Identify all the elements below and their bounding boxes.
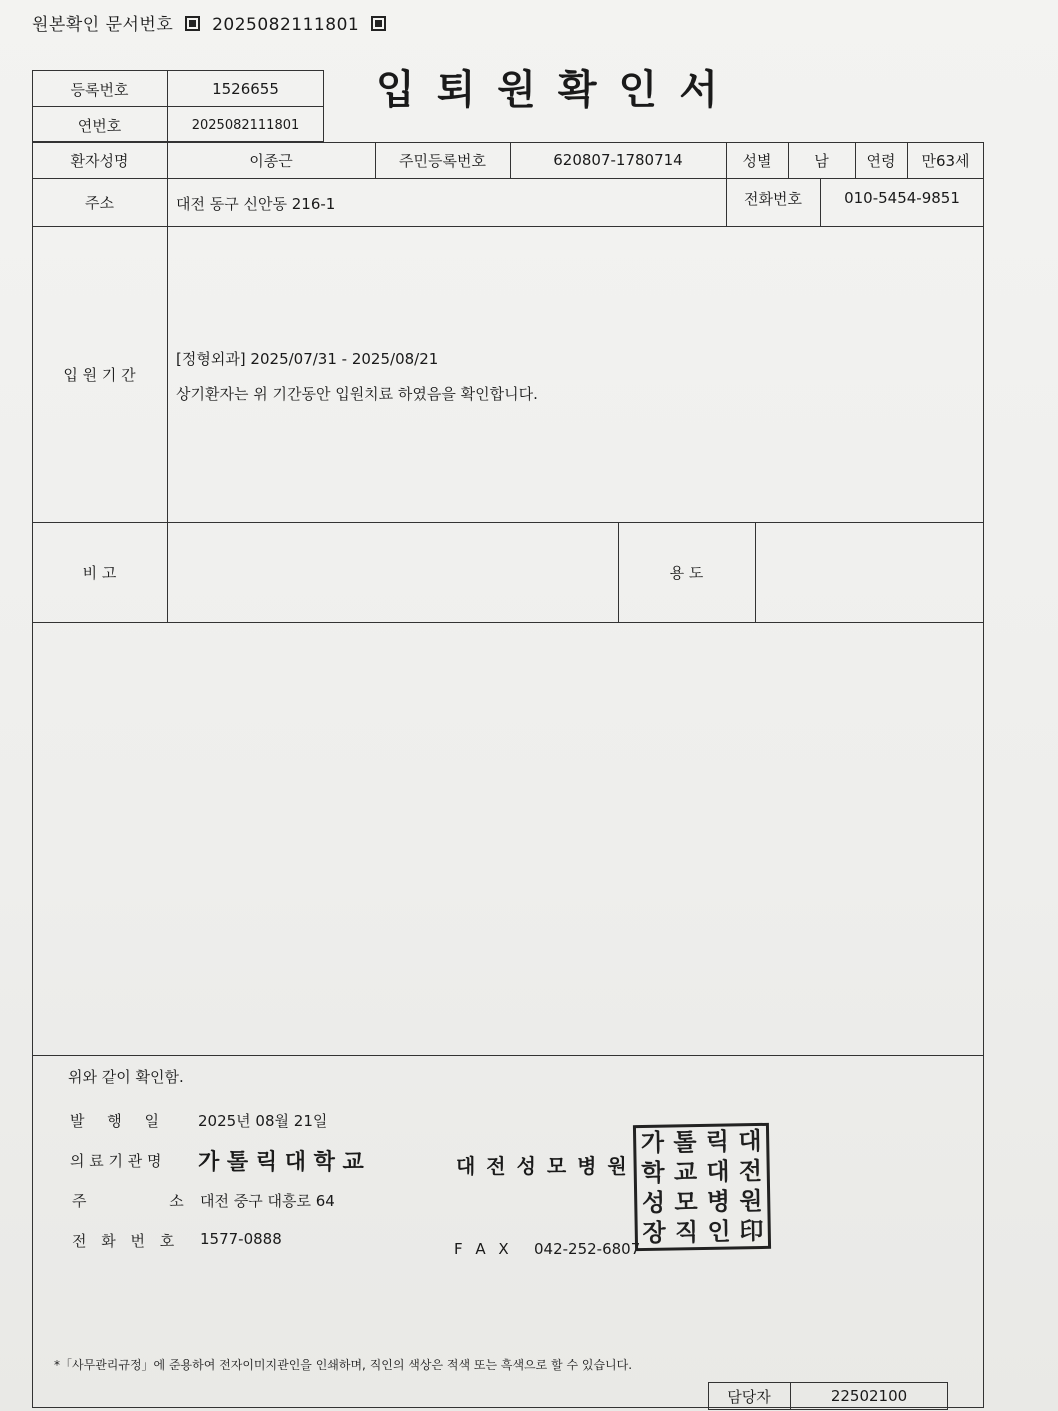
address-value: 대전 동구 신안동 216-1	[176, 195, 336, 213]
official-seal: 가 톨 릭 대 학 교 대 전 성 모 병 원 장 직 인 印	[633, 1123, 771, 1251]
square-bullet-icon	[185, 16, 200, 31]
institution-label: 의 료 기 관 명	[70, 1152, 162, 1170]
admission-label: 입 원 기 간	[63, 365, 136, 384]
square-bullet-icon	[371, 16, 386, 31]
sex-label: 성별	[742, 151, 772, 170]
issue-date: 2025년 08월 21일	[198, 1112, 328, 1130]
rrn-value: 620807-1780714	[553, 151, 683, 169]
fax-value: 042-252-6807	[534, 1240, 641, 1258]
institution-phone: 1577-0888	[200, 1230, 282, 1248]
document-number-label: 원본확인 문서번호	[32, 15, 174, 35]
remarks-label: 비 고	[82, 563, 117, 582]
age-label: 연령	[866, 151, 896, 170]
rrn-label: 주민등록번호	[399, 151, 486, 170]
patient-name: 이종근	[249, 151, 293, 170]
form-frame	[32, 142, 984, 1408]
institution-name: 가 톨 릭 대 학 교	[198, 1150, 364, 1175]
admission-statement: 상기환자는 위 기간동안 입원치료 하였음을 확인합니다.	[176, 385, 538, 403]
serial-label: 연번호	[77, 116, 122, 135]
sex-value: 남	[814, 151, 829, 170]
document-number: 2025082111801	[212, 15, 360, 35]
reg-no-label: 등록번호	[70, 80, 129, 99]
officer-label: 담당자	[727, 1387, 771, 1406]
fax-label: F A X	[454, 1240, 509, 1258]
age-value: 만63세	[921, 151, 970, 170]
issue-date-label: 발 행 일	[70, 1112, 160, 1130]
document-title: 입퇴원확인서	[376, 67, 740, 113]
footer-note: *「사무관리규정」에 준용하여 전자이미지관인을 인쇄하며, 직인의 색상은 적색 또는 흑색으로 할 수 있습니다.	[54, 1358, 633, 1372]
confirmation-statement: 위와 같이 확인함.	[68, 1068, 184, 1086]
reg-no-value: 1526655	[212, 80, 279, 98]
document-number-line	[32, 10, 392, 35]
admission-period: [정형외과] 2025/07/31 - 2025/08/21	[176, 350, 439, 368]
institution-address: 대전 중구 대흥로 64	[200, 1192, 335, 1210]
institution-branch: 대 전 성 모 병 원	[456, 1154, 627, 1178]
phone-label: 전화번호	[744, 189, 802, 208]
institution-phone-label: 전 화 번 호	[72, 1232, 175, 1250]
purpose-label: 용 도	[669, 563, 704, 582]
institution-address-label: 주 소	[72, 1192, 184, 1210]
patient-name-label: 환자성명	[70, 151, 129, 170]
officer-value: 22502100	[830, 1387, 908, 1405]
serial-value: 2025082111801	[191, 117, 300, 133]
address-label: 주소	[85, 193, 114, 212]
phone-value: 010-5454-9851	[844, 189, 960, 207]
